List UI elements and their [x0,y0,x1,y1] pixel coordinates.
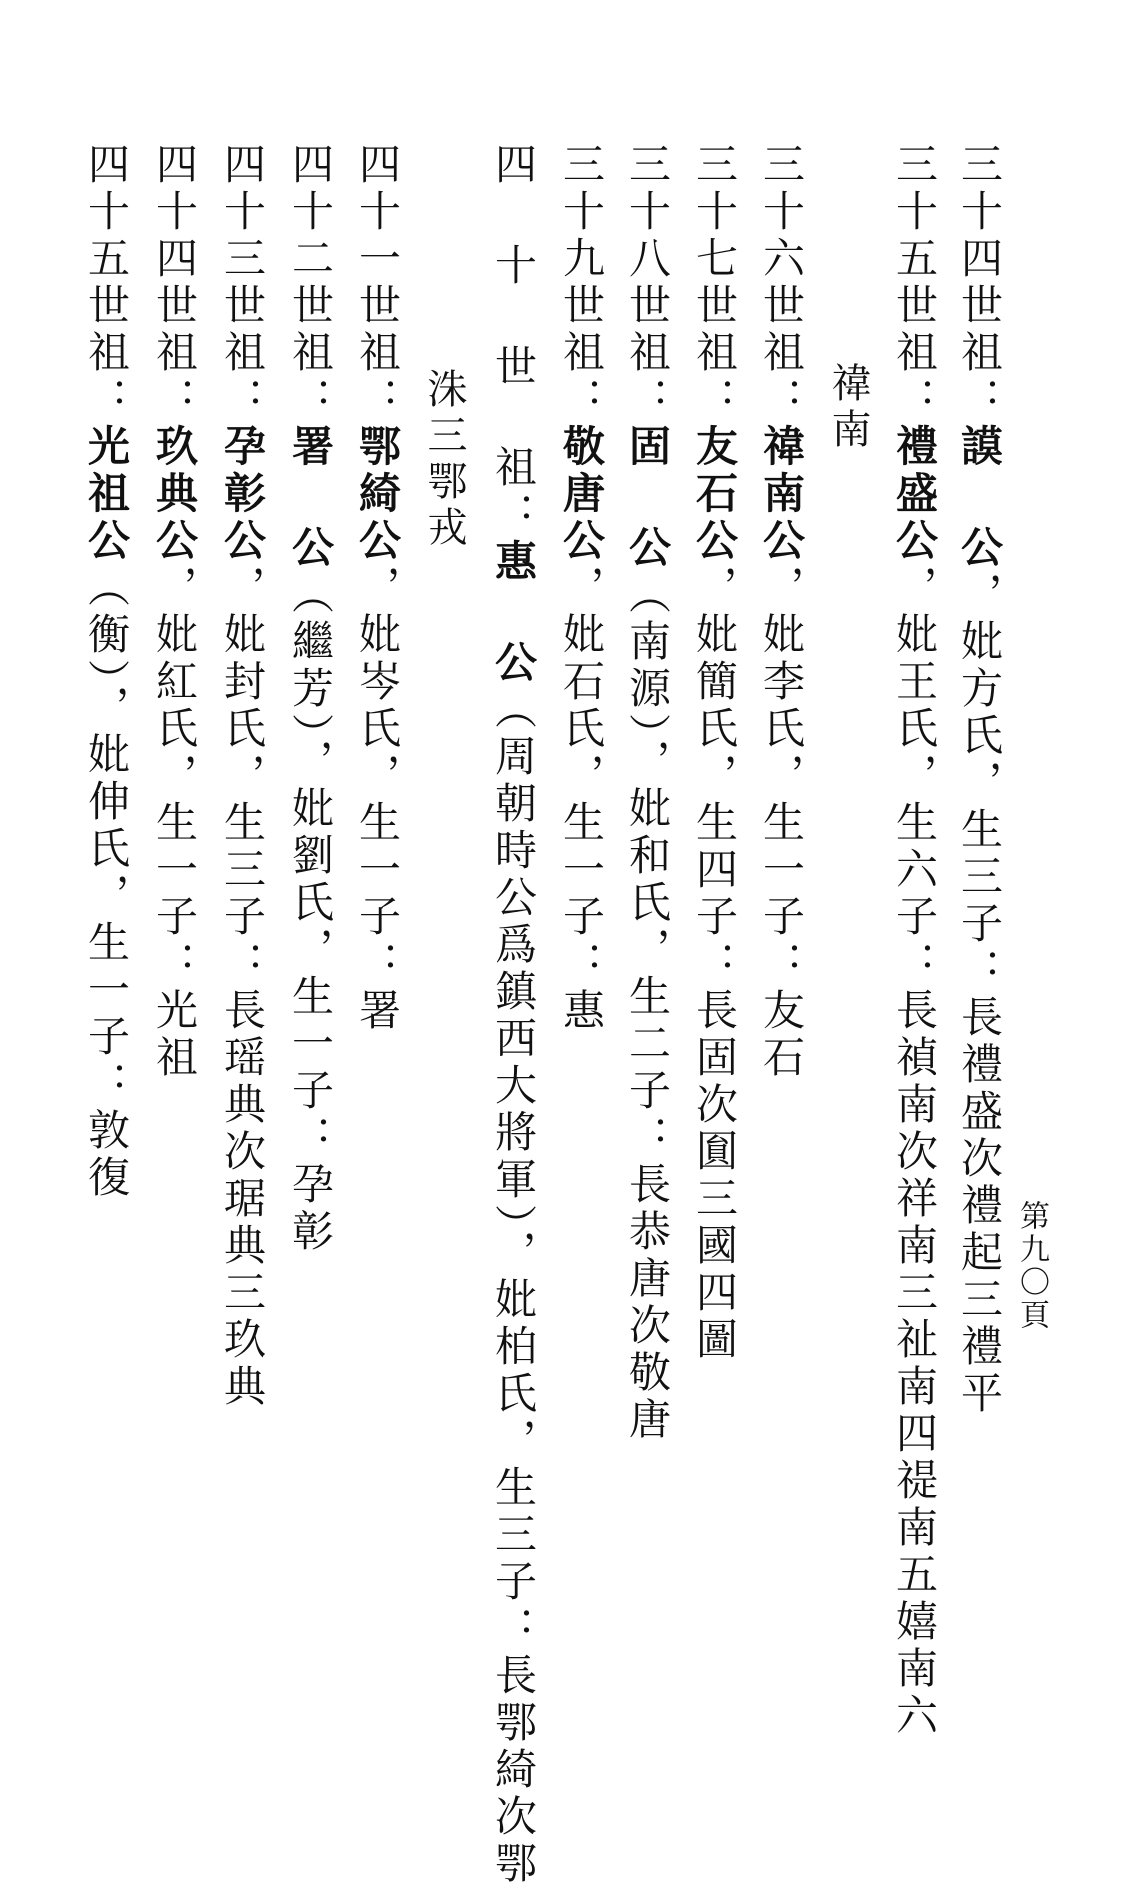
generation-label: 四十五世祖： [82,142,131,424]
entry-details: ，妣石氏，生一子：惠 [557,565,606,1035]
generation-label: 三十七世祖： [690,142,739,424]
genealogy-entry [557,142,606,1035]
generation-label: 四 十 世 祖： [489,142,538,539]
generation-label: 四十四世祖： [150,142,199,424]
generation-label: 四十二世祖： [286,142,335,424]
ancestor-name: 固 公 [623,424,672,572]
genealogy-entry [890,142,939,1740]
page-number: 第九〇頁 [1014,1200,1049,1332]
ancestor-name: 署 公 [286,424,335,572]
ancestor-name: 謨 公 [955,424,1004,572]
ancestor-name: 禮盛公 [890,424,939,565]
entry-details: （南源），妣和氏，生二子：長恭唐次敬唐 [623,572,672,1444]
entry-details: ，妣封氏，生三子：長瑶典次琚典三玖典 [218,565,267,1411]
generation-label: 四十三世祖： [218,142,267,424]
entry-details: ，妣岑氏，生一子：署 [353,565,402,1035]
ancestor-name: 敬唐公 [557,424,606,565]
genealogy-entry [353,142,402,1035]
ancestor-name: 惠 公 [489,539,538,687]
ancestor-name: 友石公 [690,424,739,565]
entry-details: ，妣簡氏，生四子：長固次圎三國四圖 [690,565,739,1364]
generation-label: 三十八世祖： [623,142,672,424]
continuation-line: 洙三鄂戎 [421,368,467,552]
entry-details: ，妣李氏，生一子：友石 [757,565,806,1082]
ancestor-name: 禕南公 [757,424,806,565]
genealogy-entry [82,142,131,1202]
genealogy-entry [955,142,1004,1418]
ancestor-name: 孕彰公 [218,424,267,565]
ancestor-name: 玖典公 [150,424,199,565]
genealogy-entry [286,142,335,1256]
generation-label: 三十五世祖： [890,142,939,424]
genealogy-entry [489,142,538,1888]
entry-details: （周朝時公爲鎮西大將軍），妣柏氏，生三子：長鄂綺次鄂 [489,687,538,1888]
ancestor-name: 鄂綺公 [353,424,402,565]
ancestor-name: 光祖公 [82,424,131,565]
entry-details: ，妣方氏，生三子：長禮盛次禮起三禮平 [955,572,1004,1418]
genealogy-entry [623,142,672,1444]
generation-label: 四十一世祖： [353,142,402,424]
entry-details: ，妣紅氏，生一子：光祖 [150,565,199,1082]
entry-details: （衡），妣伸氏，生一子：敦復 [82,565,131,1202]
genealogy-entry [690,142,739,1364]
entry-details: ，妣王氏，生六子：長禎南次祥南三祉南四禔南五嬉南六 [890,565,939,1740]
genealogy-entry [757,142,806,1082]
generation-label: 三十六世祖： [757,142,806,424]
continuation-line: 禕南 [825,362,871,454]
entry-details: （繼芳），妣劉氏，生一子：孕彰 [286,572,335,1256]
genealogy-entry [150,142,199,1082]
generation-label: 三十四世祖： [955,142,1004,424]
generation-label: 三十九世祖： [557,142,606,424]
genealogy-entry [218,142,267,1411]
